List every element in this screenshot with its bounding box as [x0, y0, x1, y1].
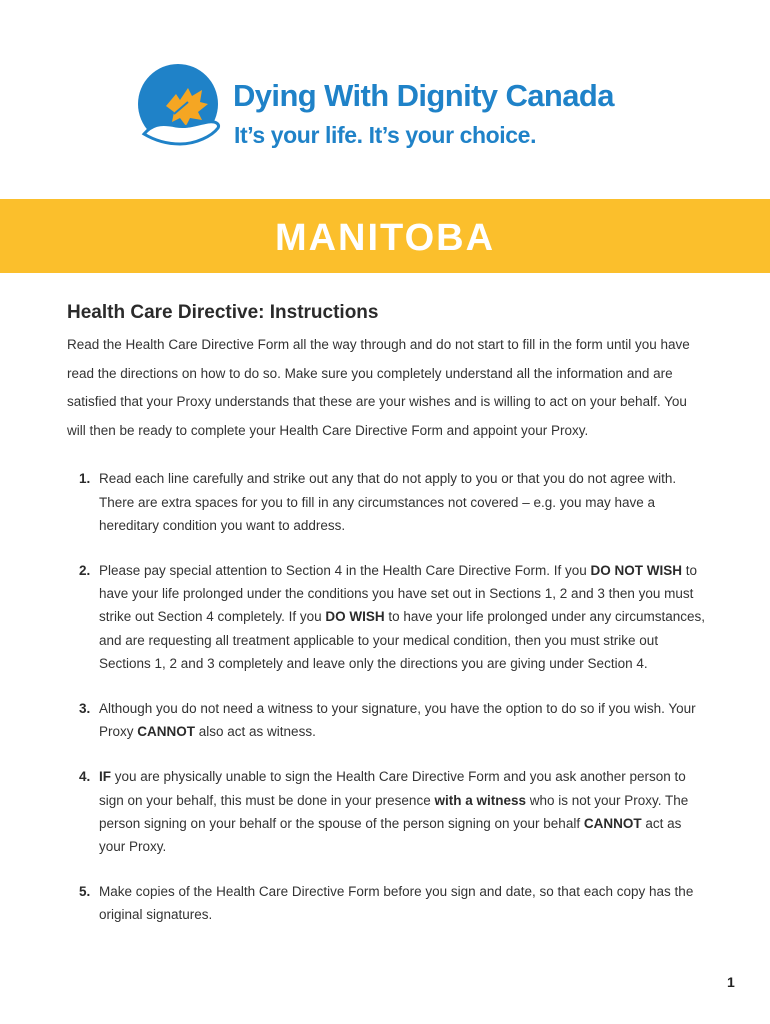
instruction-text: Make copies of the Health Care Directive Form before you sign and date, so that each copy has the original signatures. — [99, 884, 694, 923]
instruction-text: you are physically unable to sign the Health Care Directive Form and you ask another person to sign on your behalf, this must be done in your presence — [99, 769, 686, 808]
instruction-emphasis: DO NOT WISH — [590, 562, 682, 578]
instruction-number: 3. — [79, 701, 91, 716]
hand-leaf-logo-icon — [136, 64, 228, 154]
instruction-emphasis: with a witness — [434, 792, 526, 808]
instruction-list — [67, 467, 707, 926]
instruction-number: 5. — [79, 884, 91, 900]
instruction-item — [67, 559, 707, 675]
instruction-text: to have your life prolonged under any circumstances, and are requesting all treatment applicable to your medical condition, then you must strike out Sections 1, 2 and 3 completely and leave only the directions you are giving under Section 4. — [99, 609, 706, 671]
instruction-item — [67, 697, 707, 743]
instruction-text: Please pay special attention to Section 4 in the Health Care Directive Form. If you — [99, 562, 591, 578]
instruction-item — [67, 880, 707, 926]
instruction-text: to have your life prolonged under the conditions you have set out in Sections 1, 2 and 3 then you must strike out Section 4 completely. If you — [99, 562, 698, 625]
instruction-text: Although you do not need a witness to your signature, you have the option to do so if you wish. Your Proxy — [99, 701, 696, 740]
instructions-section — [67, 300, 707, 949]
province-banner — [0, 199, 770, 273]
organization-tagline: It’s your life. It’s your choice. — [234, 122, 537, 148]
page-number: 1 — [727, 974, 735, 990]
instruction-emphasis: CANNOT — [137, 724, 196, 740]
section-heading: Health Care Directive: Instructions — [67, 302, 379, 323]
instruction-number: 4. — [79, 769, 91, 785]
instruction-number: 1. — [79, 471, 91, 487]
organization-logo — [136, 64, 636, 156]
intro-paragraph: Read the Health Care Directive Form all the way through and do not start to fill in the form until you have read the directions on how to do so. Make sure you completely understand all the information and are satisfied that your Proxy understands that these are your wishes and is willing to act on your behalf. You will then be ready to complete your Health Care Directive Form and appoint your Proxy. — [67, 337, 690, 438]
instruction-text: who is not your Proxy. The person signing on your behalf or the spouse of the person signing on your behalf — [99, 792, 689, 831]
instruction-text: act as your Proxy. — [99, 815, 682, 855]
province-title: MANITOBA — [274, 216, 496, 259]
instruction-number: 2. — [79, 562, 91, 578]
instruction-item — [67, 765, 707, 858]
instruction-item — [67, 467, 707, 537]
organization-name: Dying With Dignity Canada — [233, 78, 614, 113]
instruction-emphasis: CANNOT — [583, 815, 642, 831]
instruction-text: Read each line carefully and strike out any that do not apply to you or that you do not agree with. There are extra spaces for you to fill in any circumstances not covered – e.g. you may have a hereditary condition you want to address. — [99, 471, 677, 533]
instruction-emphasis: IF — [99, 769, 111, 785]
instruction-emphasis: DO WISH — [325, 609, 385, 625]
instruction-text: also act as witness. — [195, 724, 316, 740]
